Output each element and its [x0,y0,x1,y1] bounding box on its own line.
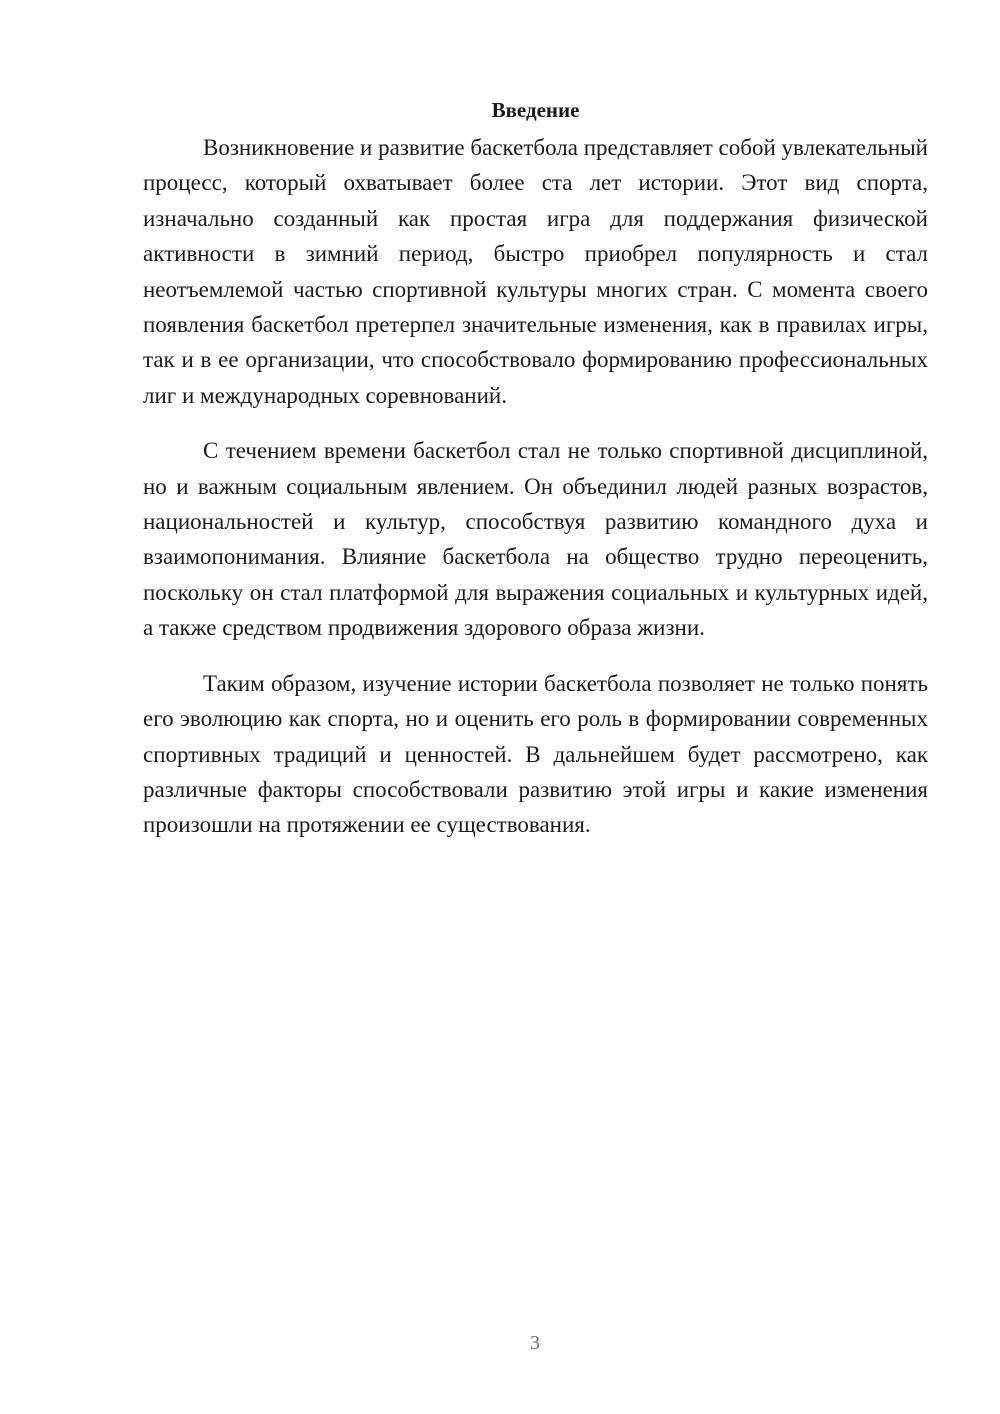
paragraph-2: С течением времени баскетбол стал не только спортивной дисциплиной, но и важным социальным явлением. Он объединил людей разных возрастов, национальностей и культур, способствуя развитию командного духа и взаимопонимания. Влияние баскетбола на общество трудно переоценить, поскольку он стал платформой для выражения социальных и культурных идей, а также средством продвижения здорового образа жизни. [143,438,928,641]
paragraph-1: Возникновение и развитие баскетбола представляет собой увлекательный процесс, который охватывает более ста лет истории. Этот вид спорта, изначально созданный как простая игра для поддержания физической активности в зимний период, быстро приобрел популярность и стал неотъемлемой частью спортивной культуры многих стран. С момента своего появления баскетбол претерпел значительные изменения, как в правилах игры, так и в ее организации, что способствовало формированию профессиональных лиг и международных соревнований. [143,135,928,408]
section-heading: Введение [491,98,580,122]
page-content [143,92,928,863]
paragraph-3: Таким образом, изучение истории баскетбола позволяет не только понять его эволюцию как спорта, но и оценить его роль в формировании современных спортивных традиций и ценностей. В дальнейшем будет рассмотрено, как различные факторы способствовали развитию этой игры и какие изменения произошли на протяжении ее существования. [143,670,928,838]
page-number: 3 [530,1332,540,1354]
